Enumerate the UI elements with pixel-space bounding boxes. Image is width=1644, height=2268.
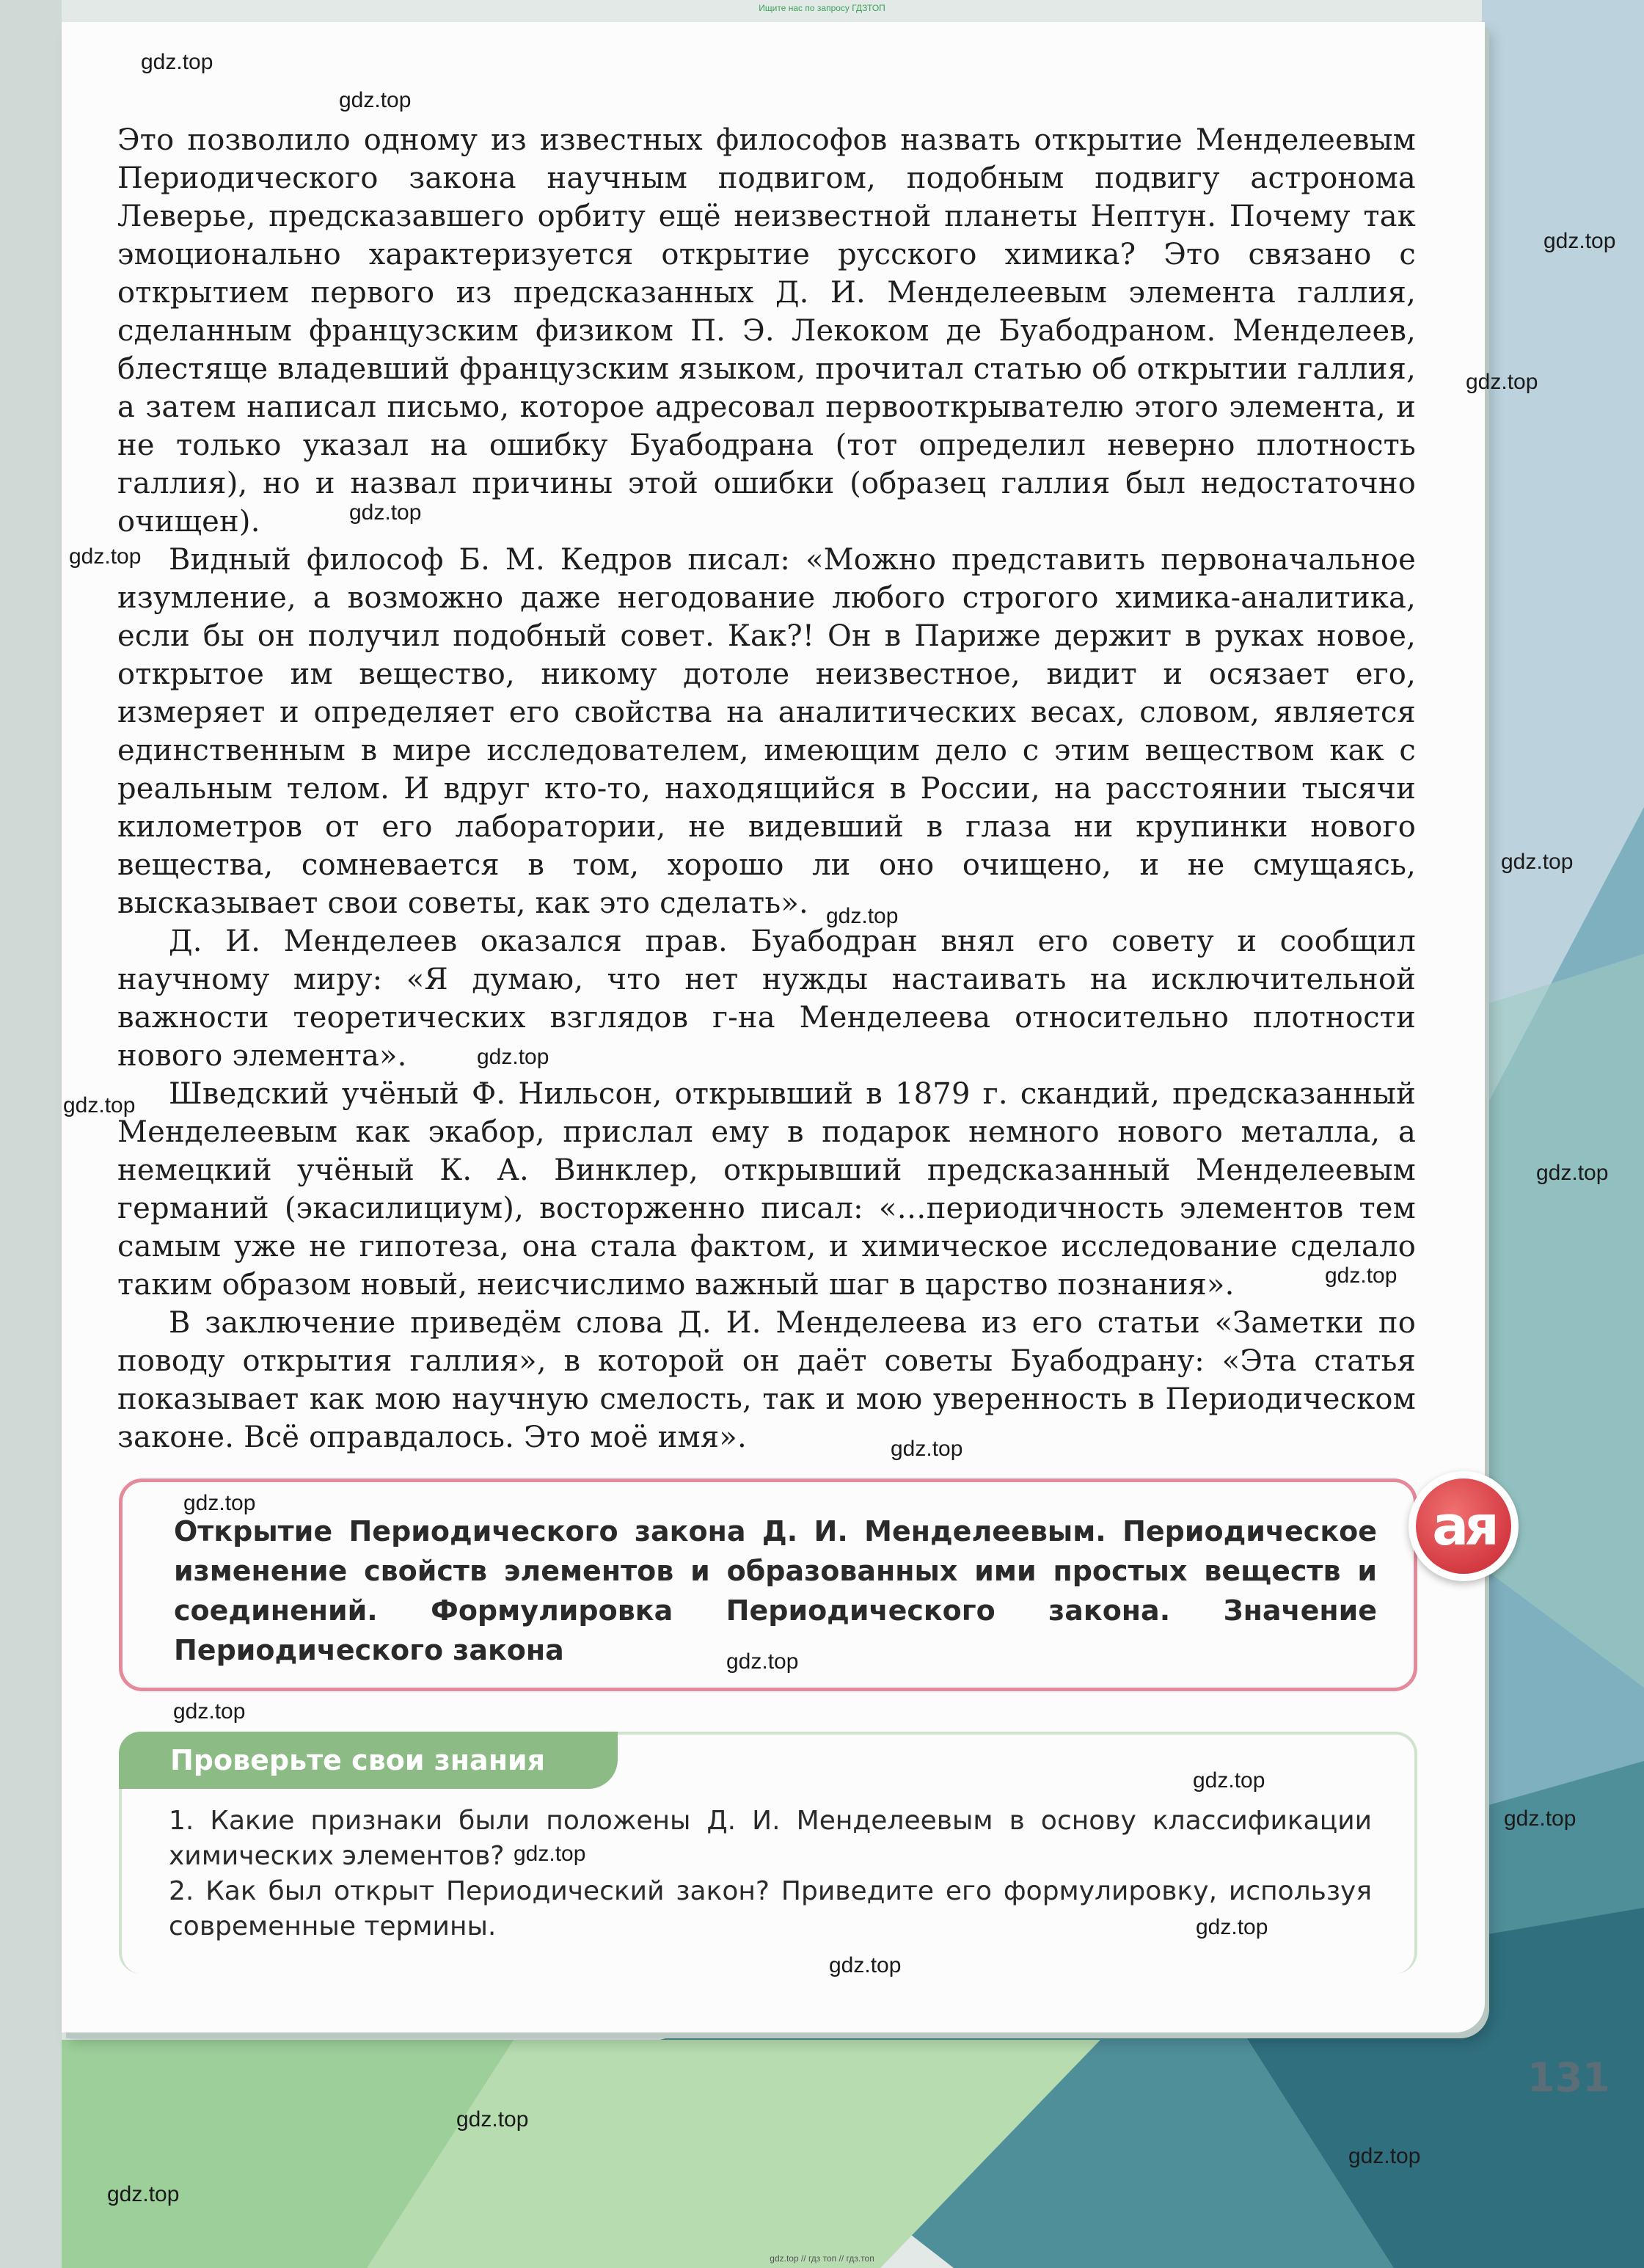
watermark: gdz.top — [339, 88, 412, 112]
watermark: gdz.top — [63, 1093, 136, 1117]
paragraph-1: Это позволило одному из известных философов назвать открытие Менделеевым Периодического закона научным подвигом, подобным подвигу астронома Леверье, предсказавшего орбиту ещё неизвестной планеты Нептун. Почему так эмоционально характеризуется открытие русского химика? Это связано с открытием первого из предсказанных Д. И. Менделеевым элемента галлия, сделанным французским физиком П. Э. Лекоком де Буабодраном. Менделеев, блестяще владевший французским языком, прочитал статью об открытии галлия, а затем написал письмо, которое адресовал первооткрывателю этого элемента, и не только указал на ошибку Буабодрана (тот определил неверно плотность галлия), но и назвал причины этой ошибки (образец галлия был недостаточно очищен). — [117, 123, 1416, 539]
paragraph-5: В заключение приведём слова Д. И. Менделеева из его статьи «Заметки по поводу открытия галлия», в которой он даёт советы Буабодрану: «Эта статья показывает как мою научную смелость, так и мою уверенность в Периодическом законе. Всё оправдалось. Это моё имя». — [117, 1306, 1416, 1454]
watermark: gdz.top — [456, 2107, 529, 2132]
paragraph-4: Шведский учёный Ф. Нильсон, открывший в 1879 г. скандий, предсказанный Менделеевым как экабор, прислал ему в подарок немного нового металла, а немецкий учёный К. А. Винклер, открывший предсказанный Менделеевым германий (экасилициум), восторженно писал: «…периодичность элементов тем самым уже не гипотеза, она стала фактом, и химическое исследование сделало таким образом новый, неисчислимо важный шаг в царство познания». — [117, 1077, 1416, 1302]
paragraph-3: Д. И. Менделеев оказался прав. Буабодран внял его совету и сообщил научному миру: «Я думаю, что нет нужды настаивать на исключительной важности теоретических взглядов г-на Менделеева относительно плотности нового элемента». — [117, 925, 1416, 1073]
watermark: gdz.top — [69, 544, 142, 569]
body-text — [117, 121, 1416, 1456]
watermark: gdz.top — [1325, 1264, 1398, 1288]
paragraph-2: Видный философ Б. М. Кедров писал: «Можно представить первоначальное изумление, а возможно даже негодование любого строгого химика-аналитика, если бы он получил подобный совет. Как?! Он в Париже держит в руках новое, открытое им вещество, никому дотоле неизвестное, видит и осязает его, измеряет и определяет его свойства на аналитических весах, словом, является единственным в мире исследователем, имеющим дело с этим веществом как с реальным телом. И вдруг кто-то, находящийся в России, на расстоянии тысячи километров от его лаборатории, не видевший в глаза ни крупинки нового вещества, сомневается в том, хорошо ли оно очищено, и не смущаясь, высказывает свои советы, как это сделать». — [117, 543, 1416, 920]
check-knowledge-header: Проверьте свои знания — [119, 1732, 618, 1789]
watermark: gdz.top — [107, 2182, 180, 2206]
watermark: gdz.top — [1196, 1915, 1268, 1939]
top-banner: Ищите нас по запросу ГДЗТОП — [759, 3, 885, 13]
watermark: gdz.top — [1504, 1806, 1577, 1831]
watermark: gdz.top — [891, 1437, 963, 1461]
watermark: gdz.top — [1543, 229, 1616, 253]
key-concepts-text: Открытие Периодического закона Д. И. Менделеевым. Периодическое изменение свойств элементов и образованных ими простых веществ и соединений. Формулировка Периодического закона. Значение Периодического закона — [174, 1515, 1377, 1666]
watermark: gdz.top — [1193, 1768, 1265, 1793]
watermark: gdz.top — [477, 1045, 549, 1069]
page-number: 131 — [1527, 2054, 1610, 2101]
watermark: gdz.top — [349, 500, 422, 525]
badge-letters: ая — [1416, 1478, 1511, 1574]
watermark: gdz.top — [726, 1649, 799, 1674]
question-item: 1. Какие признаки были положены Д. И. Менделеевым в основу классификации химических элементов? — [169, 1806, 1372, 1871]
question-item: 2. Как был открыт Периодический закон? Приведите его формулировку, используя современные термины. — [169, 1876, 1372, 1941]
question-list — [169, 1804, 1372, 1944]
watermark: gdz.top — [1536, 1161, 1609, 1185]
watermark: gdz.top — [514, 1842, 586, 1866]
watermark: gdz.top — [173, 1699, 246, 1724]
watermark: gdz.top — [183, 1491, 256, 1515]
watermark: gdz.top — [1466, 370, 1538, 394]
watermark: gdz.top — [141, 50, 213, 74]
watermark: gdz.top — [1348, 2144, 1421, 2168]
watermark: gdz.top — [1501, 850, 1574, 874]
bottom-banner: gdz.top // гдз топ // гдз.топ — [770, 2253, 874, 2264]
key-concepts-badge-icon — [1409, 1471, 1519, 1581]
watermark: gdz.top — [829, 1953, 902, 1977]
watermark: gdz.top — [826, 904, 899, 928]
